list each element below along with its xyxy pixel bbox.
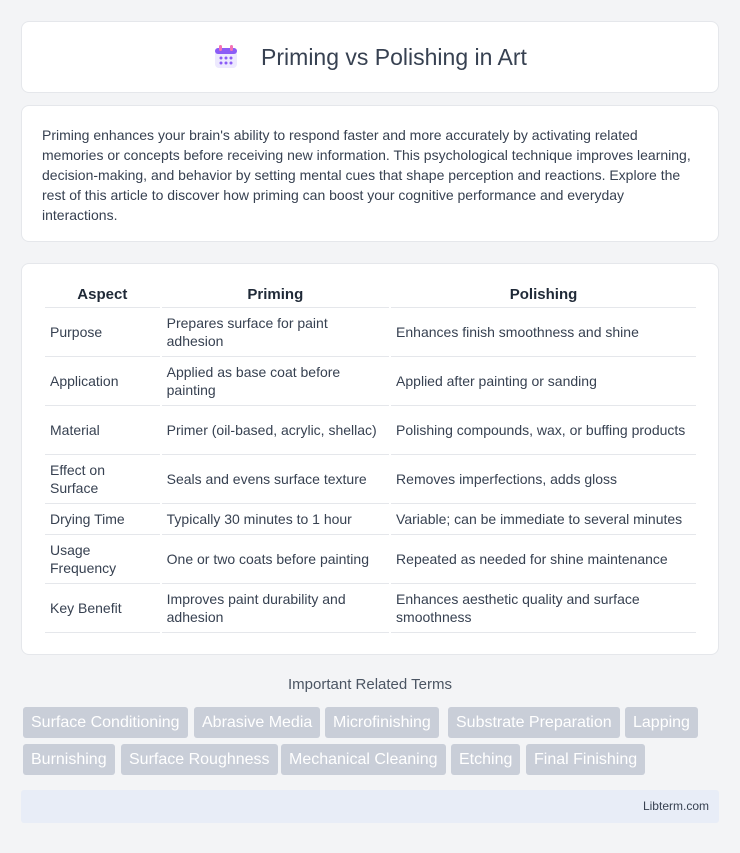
table-header-priming: Priming (162, 282, 389, 308)
table-cell: Effect on Surface (45, 455, 160, 504)
tag-surface-roughness[interactable]: Surface Roughness (121, 744, 278, 775)
calendar-icon (213, 44, 239, 70)
table-header-aspect: Aspect (45, 282, 160, 308)
intro-text: Priming enhances your brain's ability to respond faster and more accurately by activating related memories or concepts before receiving new information. This psychological technique improves learning, decision-making, and behavior by setting mental cues that shape perception and reactions. Explore the rest of this article to discover how priming can boost your cognitive performance and everyday interactions. (42, 127, 691, 223)
table-header-polishing: Polishing (391, 282, 696, 308)
table-cell: Polishing compounds, wax, or buffing products (391, 406, 696, 455)
footer-site-link[interactable]: Libterm.com (642, 799, 709, 813)
tag-surface-conditioning[interactable]: Surface Conditioning (23, 707, 188, 738)
table-cell: Variable; can be immediate to several minutes (391, 504, 696, 535)
table-cell: Application (45, 357, 160, 406)
comparison-table (43, 282, 698, 633)
table-cell: Purpose (45, 308, 160, 357)
table-cell: Removes imperfections, adds gloss (391, 455, 696, 504)
table-row (45, 455, 696, 504)
table-cell: Prepares surface for paint adhesion (162, 308, 389, 357)
table-cell: Material (45, 406, 160, 455)
tag-microfinishing[interactable]: Microfinishing (325, 707, 439, 738)
table-cell: Drying Time (45, 504, 160, 535)
table-cell: Applied after painting or sanding (391, 357, 696, 406)
tag-abrasive-media[interactable]: Abrasive Media (194, 707, 320, 738)
table-cell: Key Benefit (45, 584, 160, 633)
table-cell: Improves paint durability and adhesion (162, 584, 389, 633)
footer (21, 790, 719, 823)
header-card (21, 21, 719, 93)
table-cell: Seals and evens surface texture (162, 455, 389, 504)
related-terms-title: Important Related Terms (288, 676, 452, 693)
table-row (45, 535, 696, 584)
comparison-table-card (21, 263, 719, 655)
table-cell: Applied as base coat before painting (162, 357, 389, 406)
tag-burnishing[interactable]: Burnishing (23, 744, 115, 775)
table-row (45, 308, 696, 357)
table-cell: Enhances finish smoothness and shine (391, 308, 696, 357)
table-cell: Typically 30 minutes to 1 hour (162, 504, 389, 535)
table-row (45, 584, 696, 633)
table-cell: Primer (oil-based, acrylic, shellac) (162, 406, 389, 455)
table-row (45, 406, 696, 455)
page-title: Priming vs Polishing in Art (261, 43, 527, 70)
intro-card (21, 105, 719, 242)
tag-mechanical-cleaning[interactable]: Mechanical Cleaning (281, 744, 446, 775)
table-cell: Repeated as needed for shine maintenance (391, 535, 696, 584)
table-cell: One or two coats before painting (162, 535, 389, 584)
table-row (45, 357, 696, 406)
tag-etching[interactable]: Etching (451, 744, 520, 775)
tag-final-finishing[interactable]: Final Finishing (526, 744, 645, 775)
table-row (45, 504, 696, 535)
tag-lapping[interactable]: Lapping (625, 707, 698, 738)
table-cell: Usage Frequency (45, 535, 160, 584)
table-cell: Enhances aesthetic quality and surface smoothness (391, 584, 696, 633)
tag-substrate-preparation[interactable]: Substrate Preparation (448, 707, 620, 738)
